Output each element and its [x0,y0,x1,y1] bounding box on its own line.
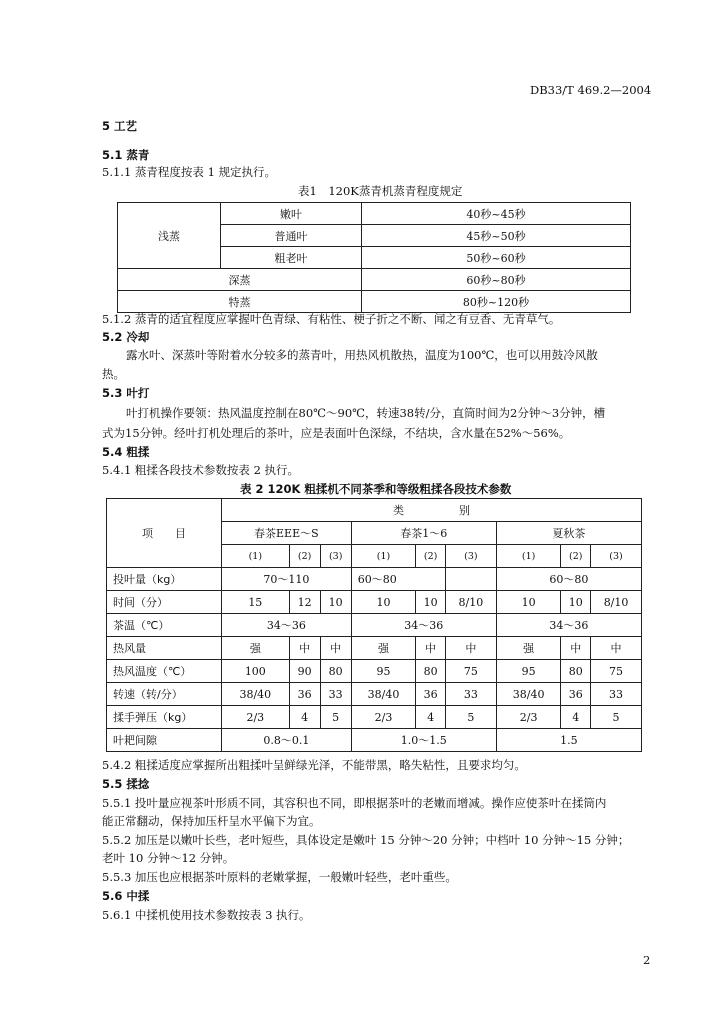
table-row [107,591,642,614]
table-cell: 80 [416,660,446,683]
table-row [118,203,631,225]
table-cell: 36 [289,683,320,706]
table-cell: 1.0～1.5 [351,729,496,752]
rolling-parameters-table [106,498,642,752]
table-cell: 60～80 [351,568,445,591]
paragraph: 露水叶、深蒸叶等附着水分较多的蒸青叶，用热风机散热，温度为100℃，也可以用鼓冷风散 [126,348,598,362]
table-row [118,269,631,291]
page-number: 2 [643,953,651,967]
paragraph: 式为15分钟。经叶打机处理后的茶叶，应是表面叶色深绿，不结块，含水量在52%～56%。 [102,426,571,440]
table-row [107,683,642,706]
table-row [107,660,642,683]
table-cell: 36 [416,683,446,706]
paragraph: 5.6.1 中揉机使用技术参数按表 3 执行。 [102,908,311,922]
subsection-heading: 5.6 中揉 [102,889,150,903]
table-cell: 34～36 [496,614,641,637]
table-cell: 100 [222,660,290,683]
table-cell: 5 [320,706,351,729]
table-cell: 浅蒸 [118,203,221,269]
table-cell: 10 [416,591,446,614]
subsection-heading: 5.3 叶打 [102,386,150,400]
table-cell: 38/40 [351,683,416,706]
table-cell: 8/10 [591,591,642,614]
table-row [107,729,642,752]
paragraph: 能正常翻动，保持加压杆呈水平偏下为宜。 [102,814,321,828]
table-cell: (2) [289,545,320,568]
table-cell: 10 [351,591,416,614]
table-cell: 75 [445,660,496,683]
document-code: DB33/T 469.2—2004 [530,83,652,97]
table-cell: (3) [445,545,496,568]
table-cell: 38/40 [222,683,290,706]
steaming-degree-table [117,202,631,313]
section-heading: 5 工艺 [102,119,138,133]
table-cell: 33 [591,683,642,706]
table-caption: 表1 120K蒸青机蒸青程度规定 [298,184,463,198]
table-row [107,706,642,729]
table-cell: (3) [320,545,351,568]
table-cell: (2) [561,545,591,568]
table-cell: 粗老叶 [221,247,362,269]
table-cell: 4 [289,706,320,729]
table-cell: 70～110 [222,568,352,591]
table-cell: 嫩叶 [221,203,362,225]
table-row [107,568,642,591]
table-cell: 特蒸 [118,291,362,313]
table-cell: (1) [496,545,561,568]
table-cell: 夏秋茶 [496,522,641,545]
subsection-heading: 5.2 冷却 [102,330,150,344]
table-cell: 中 [320,637,351,660]
table-cell: 叶耙间隙 [107,729,222,752]
table-cell: 95 [496,660,561,683]
table-cell: 中 [416,637,446,660]
table-cell: 5 [591,706,642,729]
table-cell: 12 [289,591,320,614]
table-cell: 80秒~120秒 [362,291,631,313]
table-cell: 60秒~80秒 [362,269,631,291]
table-cell: 投叶量（kg） [107,568,222,591]
paragraph: 热。 [102,367,125,381]
subsection-heading: 5.5 揉捻 [102,777,150,791]
table-row [107,637,642,660]
table-cell: 热风量 [107,637,222,660]
table-cell: 36 [561,683,591,706]
table-cell: 34～36 [351,614,496,637]
table-cell: 中 [289,637,320,660]
table-cell: 强 [496,637,561,660]
paragraph: 老叶 10 分钟～12 分钟。 [102,851,235,865]
paragraph: 5.4.2 粗揉适度应掌握所出粗揉叶呈鲜绿光泽，不能带黑，略失粘性，且要求均匀。 [102,758,526,772]
table-cell: 2/3 [496,706,561,729]
table-cell: 4 [561,706,591,729]
table-cell: 10 [496,591,561,614]
table-cell: 5 [445,706,496,729]
table-row [107,614,642,637]
paragraph: 叶打机操作要领：热风温度控制在80℃～90℃，转速38转/分，直筒时间为2分钟～3分钟，槽 [126,406,606,420]
table-cell: 2/3 [351,706,416,729]
table-cell: 0.8～0.1 [222,729,352,752]
table-cell: 40秒~45秒 [362,203,631,225]
table-cell: 10 [561,591,591,614]
paragraph: 5.5.1 投叶量应视茶叶形质不同，其容积也不同，即根据茶叶的老嫩而增减。操作应使茶叶在揉筒内 [102,796,607,810]
table-cell: (2) [416,545,446,568]
table-cell: 60～80 [496,568,641,591]
paragraph: 5.5.2 加压是以嫩叶长些，老叶短些，具体设定是嫩叶 15 分钟～20 分钟；中档叶 10 分钟～15 分钟； [102,833,630,847]
subsection-heading: 5.1 蒸青 [102,148,150,162]
table-cell: 75 [591,660,642,683]
table-row [107,499,642,522]
table-cell: 1.5 [496,729,641,752]
table-row [118,291,631,313]
table-cell: 中 [591,637,642,660]
table-cell: 80 [320,660,351,683]
table-cell: 春茶1～6 [351,522,496,545]
table-cell: 转速（转/分） [107,683,222,706]
table-caption: 表 2 120K 粗揉机不同茶季和等级粗揉各段技术参数 [240,482,512,496]
table-cell: 38/40 [496,683,561,706]
paragraph: 5.4.1 粗揉各段技术参数按表 2 执行。 [102,463,300,477]
table-cell: 50秒~60秒 [362,247,631,269]
table-cell: 10 [320,591,351,614]
table-cell [445,568,496,591]
table-cell: 80 [561,660,591,683]
paragraph: 5.1.2 蒸青的适宜程度应掌握叶色青绿、有粘性、梗子折之不断、闻之有豆香、无青草气。 [102,312,561,326]
table-cell: 90 [289,660,320,683]
table-cell: 8/10 [445,591,496,614]
table-cell: 中 [561,637,591,660]
table-cell: 强 [351,637,416,660]
table-cell: 34～36 [222,614,352,637]
table-cell: 时间（分） [107,591,222,614]
table-cell: 2/3 [222,706,290,729]
table-cell: 95 [351,660,416,683]
table-cell: 春茶EEE～S [222,522,352,545]
table-cell: (1) [351,545,416,568]
table-cell: 项 目 [107,499,222,568]
table-cell: 45秒~50秒 [362,225,631,247]
table-cell: 深蒸 [118,269,362,291]
table-cell: 强 [222,637,290,660]
table-cell: 揉手弹压（kg） [107,706,222,729]
table-cell: 33 [445,683,496,706]
paragraph: 5.5.3 加压也应根据茶叶原料的老嫩掌握，一般嫩叶轻些，老叶重些。 [102,870,457,884]
table-cell: 中 [445,637,496,660]
table-cell: (3) [591,545,642,568]
table-cell: 茶温（℃） [107,614,222,637]
table-cell: 15 [222,591,290,614]
table-cell: 33 [320,683,351,706]
paragraph: 5.1.1 蒸青程度按表 1 规定执行。 [102,165,277,179]
subsection-heading: 5.4 粗揉 [102,445,150,459]
table-cell: (1) [222,545,290,568]
table-cell: 普通叶 [221,225,362,247]
table-cell: 热风温度（℃） [107,660,222,683]
table-cell: 类 别 [222,499,642,522]
table-cell: 4 [416,706,446,729]
